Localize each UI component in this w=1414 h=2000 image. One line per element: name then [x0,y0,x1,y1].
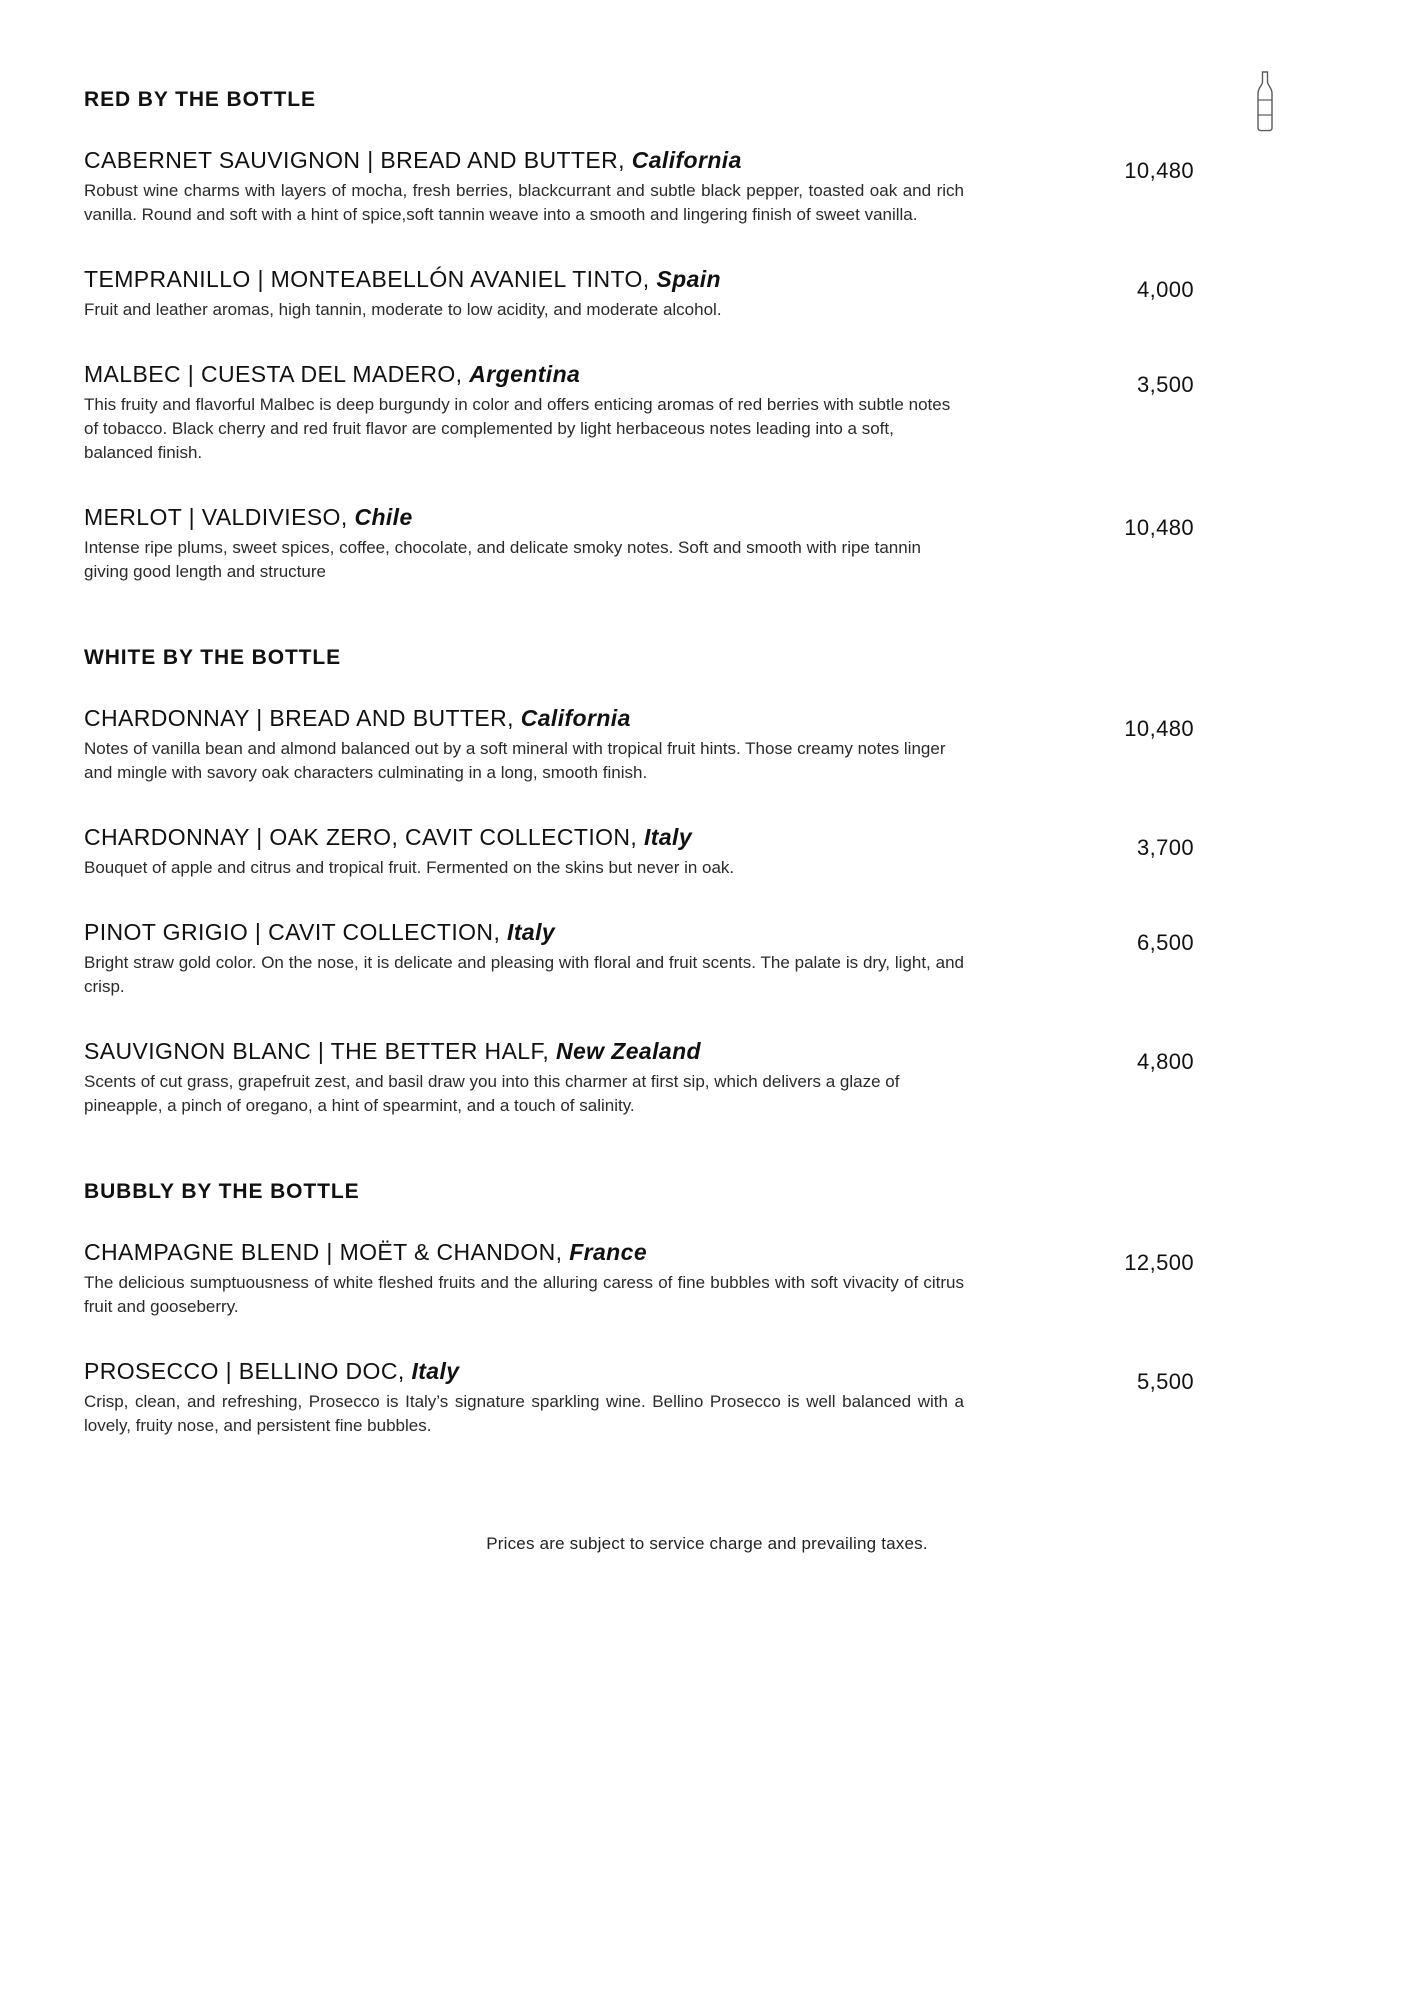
menu-item-name: CHARDONNAY | BREAD AND BUTTER, [84,705,521,731]
menu-item-price: 10,480 [1124,716,1194,741]
menu-item-price: 4,800 [1136,1048,1194,1074]
menu-item-title [84,704,1004,733]
menu-item-title [84,1037,1004,1066]
menu-item-description: Robust wine charms with layers of mocha, fresh berries, blackcurrant and subtle black pepper, toasted oak and rich vanilla. Round and soft with a hint of spice,soft tannin weave into a smooth and lingering finish of sweet vanilla. [84,180,964,224]
menu-item-price: 3,700 [1136,835,1194,860]
menu-item-region: New Zealand [555,1037,701,1064]
section-title-text: RED BY THE BOTTLE [84,88,316,111]
footer-note: Prices are subject to service charge and prevailing taxes. [486,1533,928,1553]
menu-item [84,265,1330,322]
menu-item-main [84,146,1044,227]
menu-item-region: Chile [354,504,413,530]
menu-item [84,360,1330,465]
menu-item-price: 5,500 [1136,1368,1194,1394]
wine-bottle-icon [1252,70,1278,138]
menu-item-description: Bouquet of apple and citrus and tropical fruit. Fermented on the skins but never in oak. [84,857,735,877]
menu-item-title [84,918,1004,947]
section-title-text: BUBBLY BY THE BOTTLE [84,1179,360,1203]
menu-item-name: TEMPRANILLO | MONTEABELLÓN AVANIEL TINTO, [84,266,657,292]
menu-item-main [84,265,1044,322]
menu-item-region: Argentina [469,360,581,387]
menu-item-price: 4,000 [1136,277,1194,302]
section-title-red [84,88,1330,112]
menu-item-region: California [631,147,742,173]
menu-item-name: PROSECCO | BELLINO DOC, [84,1357,412,1384]
menu-section-red [84,88,1330,584]
menu-item-main [84,1037,1044,1118]
menu-item-region: California [520,705,631,731]
section-title-white [84,646,1330,670]
menu-item-name: PINOT GRIGIO | CAVIT COLLECTION, [84,918,508,945]
menu-item-description: Bright straw gold color. On the nose, it is delicate and pleasing with floral and fruit scents. The palate is dry, light, and crisp. [84,952,964,996]
menu-item-description: Notes of vanilla bean and almond balanced out by a soft mineral with tropical fruit hints. Those creamy notes linger and mingle with savory oak characters culminating in a long, smooth finish. [84,738,946,782]
menu-item-region: Spain [656,266,721,292]
menu-item-title [84,1357,1004,1386]
menu-item-region: Italy [507,918,556,945]
menu-item-name: CABERNET SAUVIGNON | BREAD AND BUTTER, [84,147,632,173]
menu-item [84,918,1330,999]
menu-item [84,1238,1330,1319]
menu-item-price: 10,480 [1124,515,1194,540]
menu-item-price: 12,500 [1124,1249,1194,1275]
menu-item-region: Italy [411,1357,460,1384]
menu-item [84,146,1330,227]
menu-item-main [84,823,1044,880]
menu-item-price: 6,500 [1136,929,1194,955]
menu-item-region: Italy [644,824,693,850]
menu-item-description: Fruit and leather aromas, high tannin, moderate to low acidity, and moderate alcohol. [84,299,722,319]
menu-item [84,823,1330,880]
menu-item-description: This fruity and flavorful Malbec is deep burgundy in color and offers enticing aromas of red berries with subtle notes of tobacco. Black cherry and red fruit flavor are complemented by light herbaceous notes leading into a soft, balanced finish. [84,394,951,462]
menu-item-price: 3,500 [1136,371,1194,397]
menu-item-main [84,1357,1044,1438]
menu-item-name: MALBEC | CUESTA DEL MADERO, [84,360,470,387]
menu-item-region: France [569,1238,648,1265]
menu-item [84,1357,1330,1438]
menu-item-description: Crisp, clean, and refreshing, Prosecco is Italy’s signature sparkling wine. Bellino Prosecco is well balanced with a lovely, fruity nose, and persistent fine bubbles. [84,1391,964,1435]
section-title-bubbly [84,1180,1330,1204]
menu-section-white [84,646,1330,1118]
menu-item-main [84,704,1044,785]
menu-item-main [84,918,1044,999]
menu-item-description: Scents of cut grass, grapefruit zest, and basil draw you into this charmer at first sip, which delivers a glaze of pineapple, a pinch of oregano, a hint of spearmint, and a touch of salinity. [84,1071,900,1115]
menu-item-name: MERLOT | VALDIVIESO, [84,504,355,530]
menu-section-bubbly [84,1180,1330,1438]
menu-item-main [84,503,1044,584]
menu-item-title [84,503,1004,532]
menu-item-title [84,1238,1004,1267]
menu-item-price: 10,480 [1124,158,1194,183]
menu-item-name: CHARDONNAY | OAK ZERO, CAVIT COLLECTION, [84,824,644,850]
section-title-text: WHITE BY THE BOTTLE [84,646,342,669]
menu-item [84,704,1330,785]
menu-item-main [84,360,1044,465]
menu-item-title [84,823,1004,852]
menu-item-title [84,146,1004,175]
menu-item [84,503,1330,584]
menu-item [84,1037,1330,1118]
menu-item-description: Intense ripe plums, sweet spices, coffee, chocolate, and delicate smoky notes. Soft and smooth with ripe tannin giving good length and structure [84,537,921,581]
menu-item-main [84,1238,1044,1319]
menu-item-title [84,360,1004,389]
menu-item-name: CHAMPAGNE BLEND | MOËT & CHANDON, [84,1238,570,1265]
menu-item-description: The delicious sumptuousness of white fleshed fruits and the alluring caress of fine bubbles with soft vivacity of citrus fruit and gooseberry. [84,1272,964,1316]
menu-item-name: SAUVIGNON BLANC | THE BETTER HALF, [84,1037,556,1064]
menu-item-title [84,265,1004,294]
